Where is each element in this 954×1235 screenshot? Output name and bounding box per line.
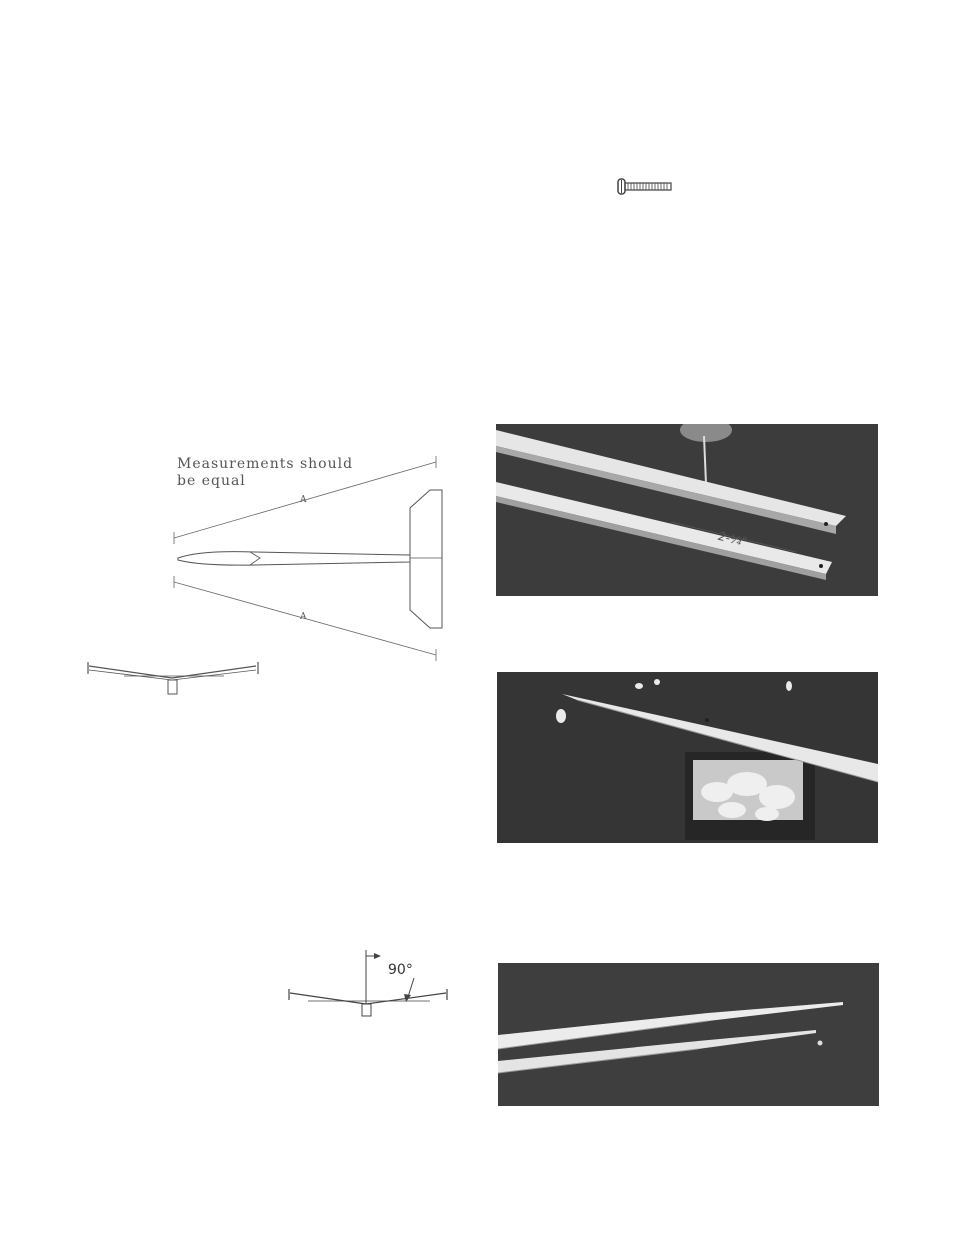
dihedral-angle-diagram [284, 948, 454, 1020]
dihedral-front-view-diagram [84, 658, 264, 698]
scale-mark: 2-¼" [716, 528, 749, 550]
photo-sanding-spar [497, 672, 878, 843]
measurement-note-line2: be equal [177, 473, 246, 489]
glider-top-view [160, 450, 460, 665]
alignment-diagram [160, 450, 460, 665]
dimension-label-top: A [300, 495, 307, 505]
angle-label: 90° [388, 962, 413, 978]
tapered-spars-drawing [498, 963, 879, 1106]
dimension-label-bottom: A [300, 612, 307, 622]
photo-drilling-spars [496, 424, 878, 596]
measurement-note-line1: Measurements should [177, 456, 354, 472]
screw-icon [616, 176, 674, 198]
dihedral-angle-drawing [284, 948, 454, 1020]
spar-strips-drawing [496, 424, 878, 596]
sanding-block-drawing [497, 672, 878, 843]
photo-tapered-spars [498, 963, 879, 1106]
